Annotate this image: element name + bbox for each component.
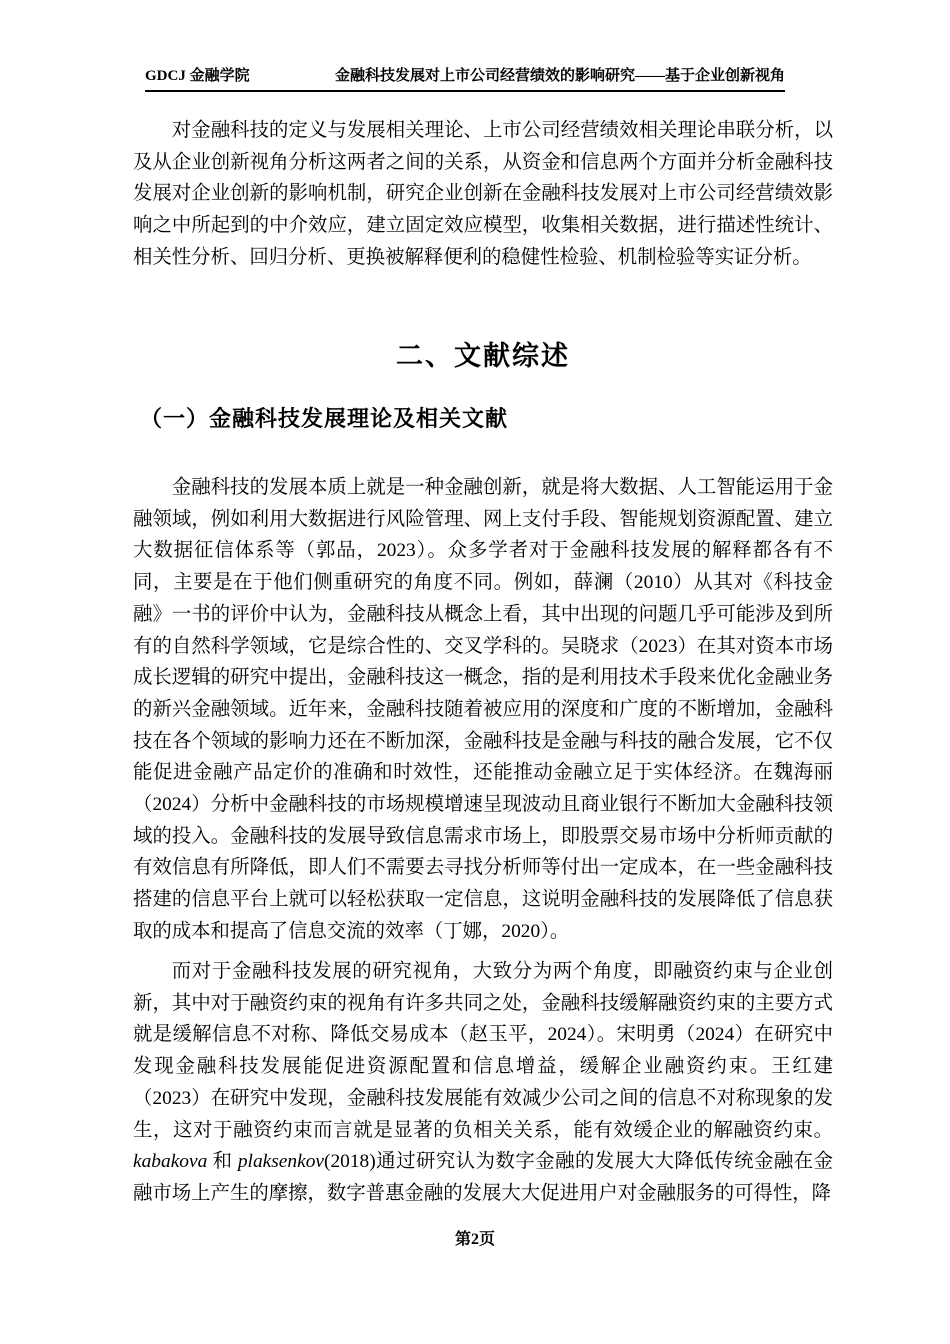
intro-paragraph: 对金融科技的定义与发展相关理论、上市公司经营绩效相关理论串联分析，以及从企业创新视角分析这两者之间的关系，从资金和信息两个方面并分析金融科技发展对企业创新的影响机制，研究企业创新在金融科技发展对上市公司经营绩效影响之中所起到的中介效应，建立固定效应模型，收集相关数据，进行描述性统计、相关性分析、回归分析、更换被解释便利的稳健性检验、机制检验等实证分析。 [133,120,833,268]
author-name-italic: plaksenkov [237,1151,324,1173]
header-school-label: GDCJ 金融学院 [145,68,250,84]
page-number: 第2页 [454,1231,495,1248]
header-document-title: 金融科技发展对上市公司经营绩效的影响研究——基于企业创新视角 [334,68,785,84]
page-header [145,64,785,92]
paragraph-text-run: 而对于金融科技发展的研究视角，大致分为两个角度，即融资约束与企业创新，其中对于融资约束的视角有许多共同之处，金融科技缓解融资约束的主要方式就是缓解信息不对称、降低交易成本（赵玉平，2024）。宋明勇（2024）在研究中发现金融科技发展能促进资源配置和信息增益，缓解企业融资约束。王红建（2023）在研究中发现，金融科技发展能有效减少公司之间的信息不对称现象的发生，这对于融资约束而言就是显著的负相关关系，能有效缓企业的解融资约束。 [133,961,833,1141]
subsection-heading: （一）金融科技发展理论及相关文献 [140,406,509,431]
section-heading: 二、文献综述 [396,341,570,371]
body-paragraph-1: 金融科技的发展本质上就是一种金融创新，就是将大数据、人工智能运用于金融领域，例如利用大数据进行风险管理、网上支付手段、智能规划资源配置、建立大数据征信体系等（郭品，2023）。众多学者对于金融科技发展的解释都各有不同，主要是在于他们侧重研究的角度不同。例如，薛澜（2010）从其对《科技金融》一书的评价中认为，金融科技从概念上看，其中出现的问题几乎可能涉及到所有的自然科学领域，它是综合性的、交叉学科的。吴晓求（2023）在其对资本市场成长逻辑的研究中提出，金融科技这一概念，指的是利用技术手段来优化金融业务的新兴金融领域。近年来，金融科技随着被应用的深度和广度的不断增加，金融科技在各个领域的影响力还在不断加深，金融科技是金融与科技的融合发展，它不仅能促进金融产品定价的准确和时效性，还能推动金融立足于实体经济。在魏海丽（2024）分析中金融科技的市场规模增速呈现波动且商业银行不断加大金融科技领域的投入。金融科技的发展导致信息需求市场上，即股票交易市场中分析师贡献的有效信息有所降低，即人们不需要去寻找分析师等付出一定成本，在一些金融科技搭建的信息平台上就可以轻松获取一定信息，这说明金融科技的发展降低了信息获取的成本和提高了信息交流的效率（丁娜，2020）。 [133,477,833,942]
paragraph-text-run: 和 [207,1151,238,1173]
body-paragraph-2 [133,956,833,1210]
paragraph-text-run: (2018)通过研究认为数字金融的发展大大降低传统金融在金融市场上产生的摩擦，数字普惠金融的发展大大促进用户对金融服务的可得性，降 [133,1151,833,1204]
author-name-italic: kabakova [133,1151,208,1173]
